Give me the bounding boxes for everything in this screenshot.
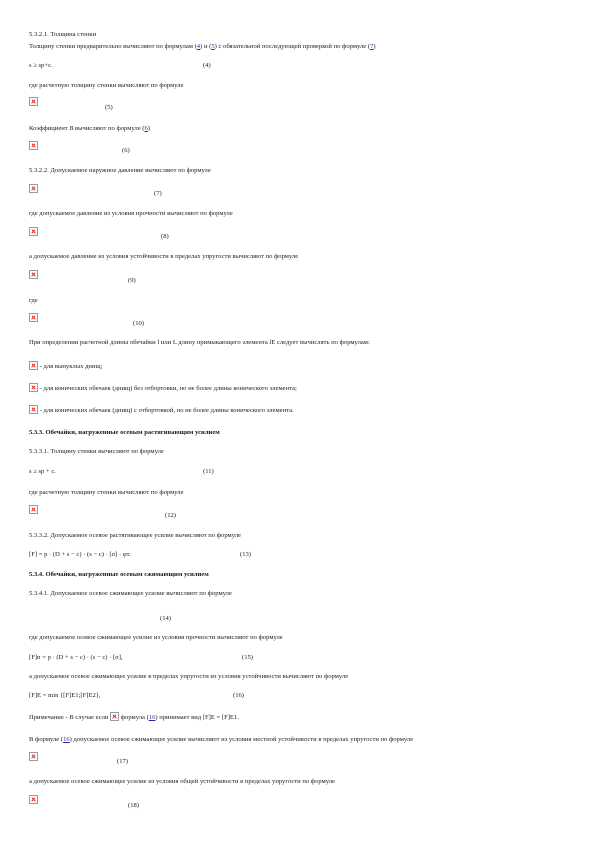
heading-5-3-3-2: 5.3.3.2. Допускаемое осевое растягивающее усилие вычисляют по формуле [29,532,241,539]
paragraph-thickness-formulas [29,42,376,51]
formula-number-11: (11) [203,468,214,475]
heading-5-3-3-1: 5.3.3.1. Толщину стенки вычисляют по формуле [29,448,164,455]
heading-5-3-2-1: 5.3.2.1. Толщина стенки [29,31,97,38]
paragraph-calc-thickness: где расчетную толщину стенки вычисляют по формуле [29,82,184,89]
paragraph-axial-strength: где допускаемое осевое сжимающее усилие из условия прочности вычисляют по формуле [29,634,283,641]
formula-15-text: [F]п = p · (D + s − c) · (s − c) · [σ], [29,654,123,661]
text: ) [373,43,376,50]
paragraph-coefficient-b [29,124,150,133]
paragraph-axial-stability: а допускаемое осевое сжимающее усилие в пределах упругости из условия устойчивости вычисляют по формуле [29,673,349,680]
broken-image-icon [29,383,38,392]
formula-11-text: s ≥ sp + c. [29,468,56,475]
formula-link-16[interactable]: 16 [63,736,70,743]
paragraph-general-stability: а допускаемое осевое сжимающее усилие из условия общей устойчивости в пределах упругости по формуле [29,778,335,785]
broken-image-icon [29,184,38,193]
text: ) и ( [200,43,212,50]
text: - для выпуклых днищ; [39,363,103,371]
paragraph-note [29,713,239,722]
broken-image-icon [29,405,38,414]
broken-image-icon [29,752,38,761]
formula-number-5: (5) [105,104,113,111]
formula-number-4: (4) [203,62,211,69]
text: Коэффициент [29,125,70,132]
formula-number-10: (10) [133,320,144,327]
formula-number-7: (7) [154,190,162,197]
text: Толщину стенки предварительно вычисляют по формулам ( [29,43,197,50]
heading-5-3-3: 5.3.3. Обечайки, нагруженные осевым растягивающим усилием [29,429,220,436]
paragraph-strength-pressure: где допускаемое давление из условия прочности вычисляют по формуле [29,210,233,217]
broken-image-icon [29,361,38,370]
formula-4-text: s ≥ sp+c. [29,62,53,69]
formula-number-13: (13) [240,551,251,558]
formula-number-6: (6) [122,147,130,154]
text: вычисляют по формуле ( [73,125,145,132]
formula-link-7[interactable]: 7 [370,43,374,50]
formula-number-18: (18) [128,802,139,809]
broken-image-icon [29,97,38,106]
text: - для конических обечаек (днищ) без отбортовки, но не более длины конического элемента; [39,385,297,393]
text: - для конических обечаек (днищ) с отбортовкой, но не более длины конического элемента. [39,407,294,415]
heading-5-3-2-2: 5.3.2.2. Допускаемое наружное давление вычисляют по формуле [29,167,211,174]
text: В формуле ( [29,736,64,743]
broken-image-icon [29,227,38,236]
formula-number-17: (17) [117,758,128,765]
broken-image-icon [29,505,38,514]
paragraph-design-length: При определении расчетной длины обечайки l или L длину примыкающего элемента lЕ следует вычислять по формулам: [29,339,370,346]
formula-number-14: (14) [160,615,171,622]
paragraph-local-stability [29,735,413,744]
heading-5-3-4: 5.3.4. Обечайки, нагруженные осевым сжимающим усилием [29,571,209,578]
heading-5-3-4-1: 5.3.4.1. Допускаемое осевое сжимающее усилие вычисляют по формуле [29,590,232,597]
text: Примечание - В случае если [29,714,111,722]
paragraph-calc-thickness-2: где расчетную толщину стенки вычисляют по формуле [29,489,184,496]
formula-16-text: [F]Е = min {[F]Е1;[F]Е2}, [29,692,101,699]
formula-number-9: (9) [128,277,136,284]
text: ) принимает вид [F]Е = [F]Е1. [155,714,239,722]
formula-number-12: (12) [165,512,176,519]
list-item-convex-heads [29,362,102,371]
formula-link-6[interactable]: 6 [144,125,148,132]
formula-number-16: (16) [233,692,244,699]
broken-image-icon [110,712,119,721]
broken-image-icon [29,313,38,322]
text: ) с обязательной последующей проверкой по формуле ( [214,43,371,50]
formula-number-15: (15) [242,654,253,661]
text: ) [147,125,150,132]
paragraph-stability-pressure: а допускаемое давление из условия устойчивости в пределах упругости вычисляют по формуле [29,253,299,260]
broken-image-icon [29,141,38,150]
text: ) допускаемое осевое сжимающее усилие вычисляют из условия местной устойчивости в пределах упругости по формуле [69,736,414,743]
formula-link-4[interactable]: 4 [196,43,201,50]
broken-image-icon [29,270,38,279]
paragraph-where: где [29,297,38,304]
formula-link-5[interactable]: 5 [211,43,215,50]
list-item-conical-no-flange [29,384,297,393]
formula-link-16[interactable]: 16 [148,714,156,722]
formula-number-8: (8) [161,233,169,240]
broken-image-icon [29,795,38,804]
formula-13-text: [F] = p · (D + s − c) · (s − c) · [σ] · φт. [29,551,131,558]
text: формула ( [119,714,149,722]
list-item-conical-flange [29,406,294,415]
variable: B [69,125,74,132]
